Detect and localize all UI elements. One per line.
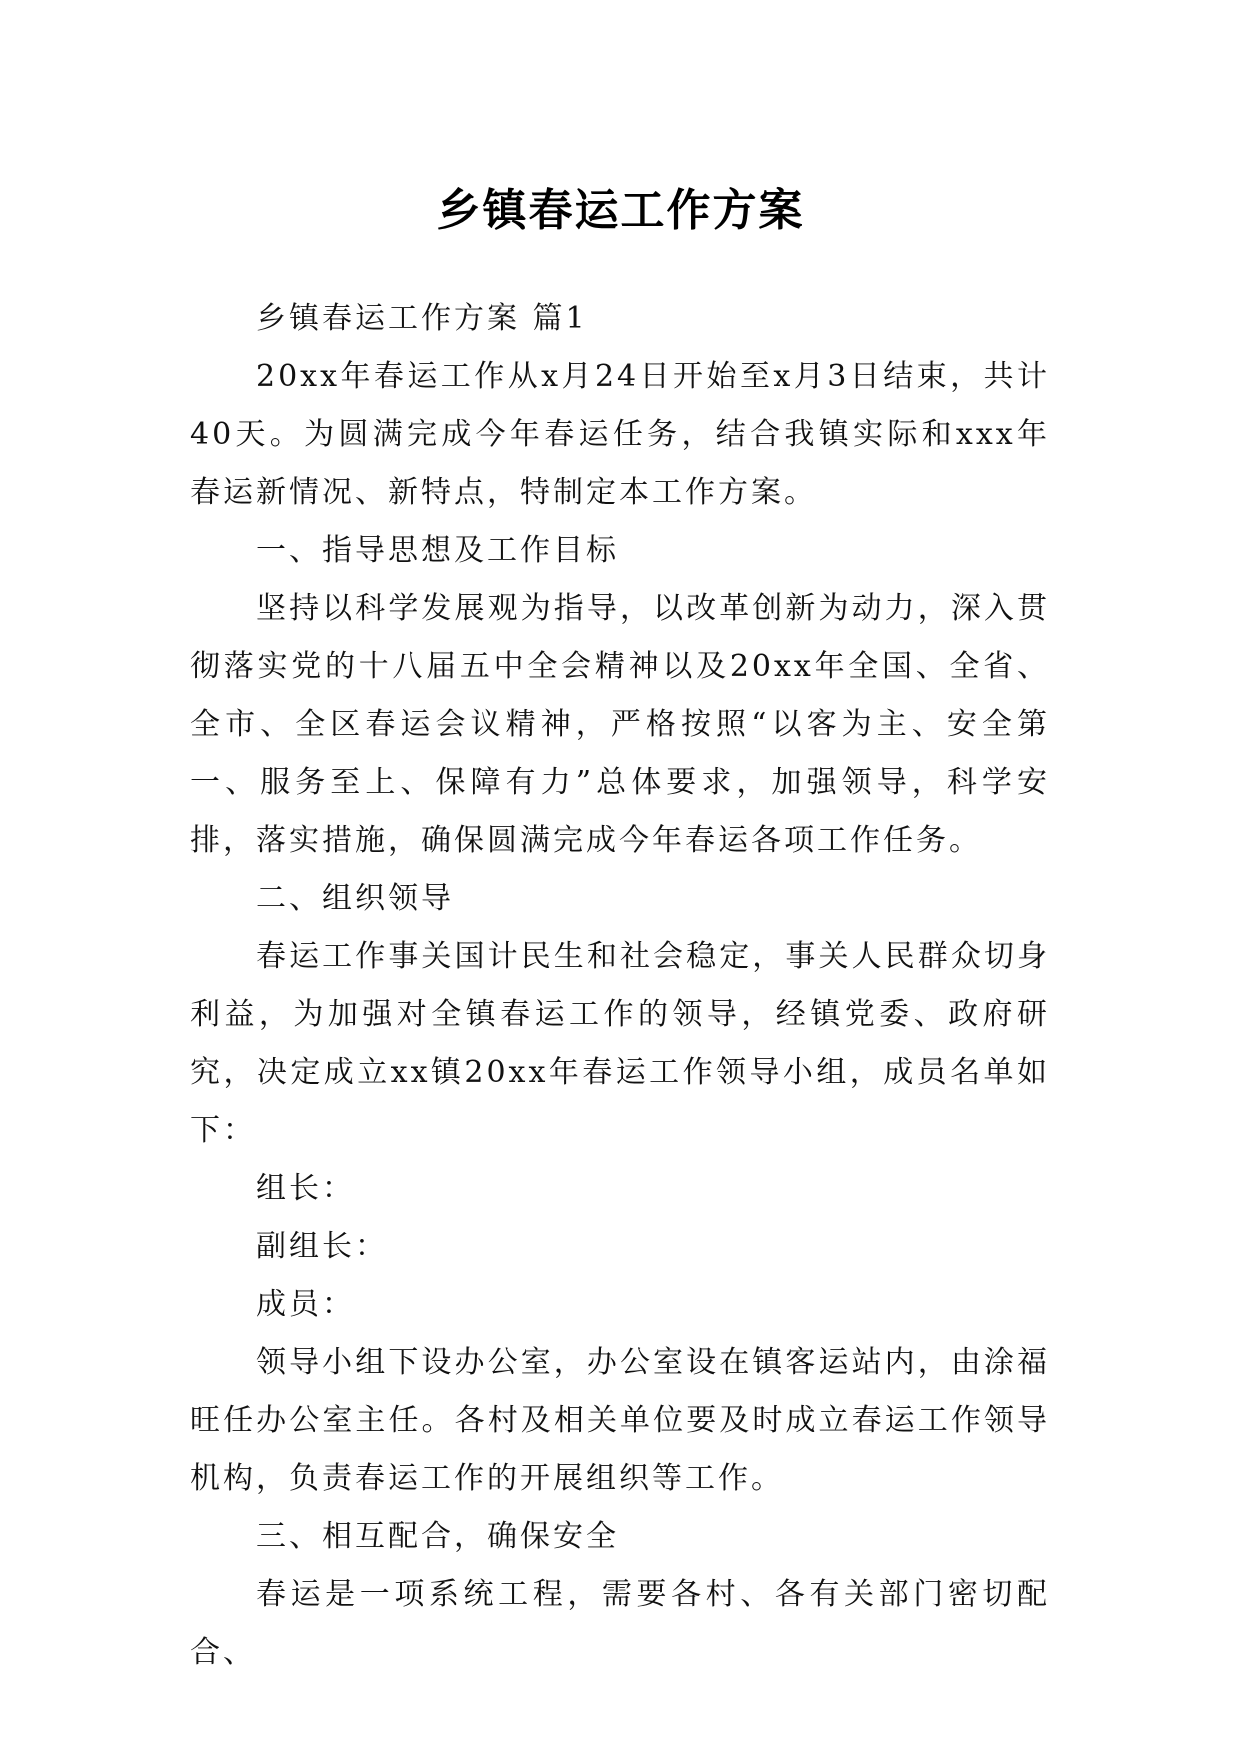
document-body (190, 290, 1050, 1682)
section-heading-2: 二、组织领导 (256, 881, 454, 916)
deputy-leader-line: 副组长： (256, 1229, 388, 1264)
subtitle-paragraph: 乡镇春运工作方案 篇1 (256, 301, 588, 336)
section-heading-1: 一、指导思想及工作目标 (256, 533, 619, 568)
intro-paragraph: 20xx年春运工作从x月24日开始至x月3日结束，共计40天。为圆满完成今年春运任务，结合我镇实际和xxx年春运新情况、新特点，特制定本工作方案。 (190, 359, 1050, 510)
members-line: 成员： (256, 1287, 355, 1322)
body-paragraph: 春运是一项系统工程，需要各村、各有关部门密切配合、 (190, 1577, 1050, 1670)
body-paragraph: 春运工作事关国计民生和社会稳定，事关人民群众切身利益，为加强对全镇春运工作的领导，经镇党委、政府研究，决定成立xx镇20xx年春运工作领导小组，成员名单如下： (190, 939, 1050, 1148)
document-title: 乡镇春运工作方案 (436, 185, 805, 237)
body-paragraph: 领导小组下设办公室，办公室设在镇客运站内，由涂福旺任办公室主任。各村及相关单位要及时成立春运工作领导机构，负责春运工作的开展组织等工作。 (190, 1345, 1050, 1496)
leader-line: 组长： (256, 1171, 355, 1206)
body-paragraph: 坚持以科学发展观为指导，以改革创新为动力，深入贯彻落实党的十八届五中全会精神以及20xx年全国、全省、全市、全区春运会议精神，严格按照“以客为主、安全第一、服务至上、保障有力”总体要求，加强领导，科学安排，落实措施，确保圆满完成今年春运各项工作任务。 (190, 591, 1050, 858)
section-heading-3: 三、相互配合，确保安全 (256, 1519, 619, 1554)
